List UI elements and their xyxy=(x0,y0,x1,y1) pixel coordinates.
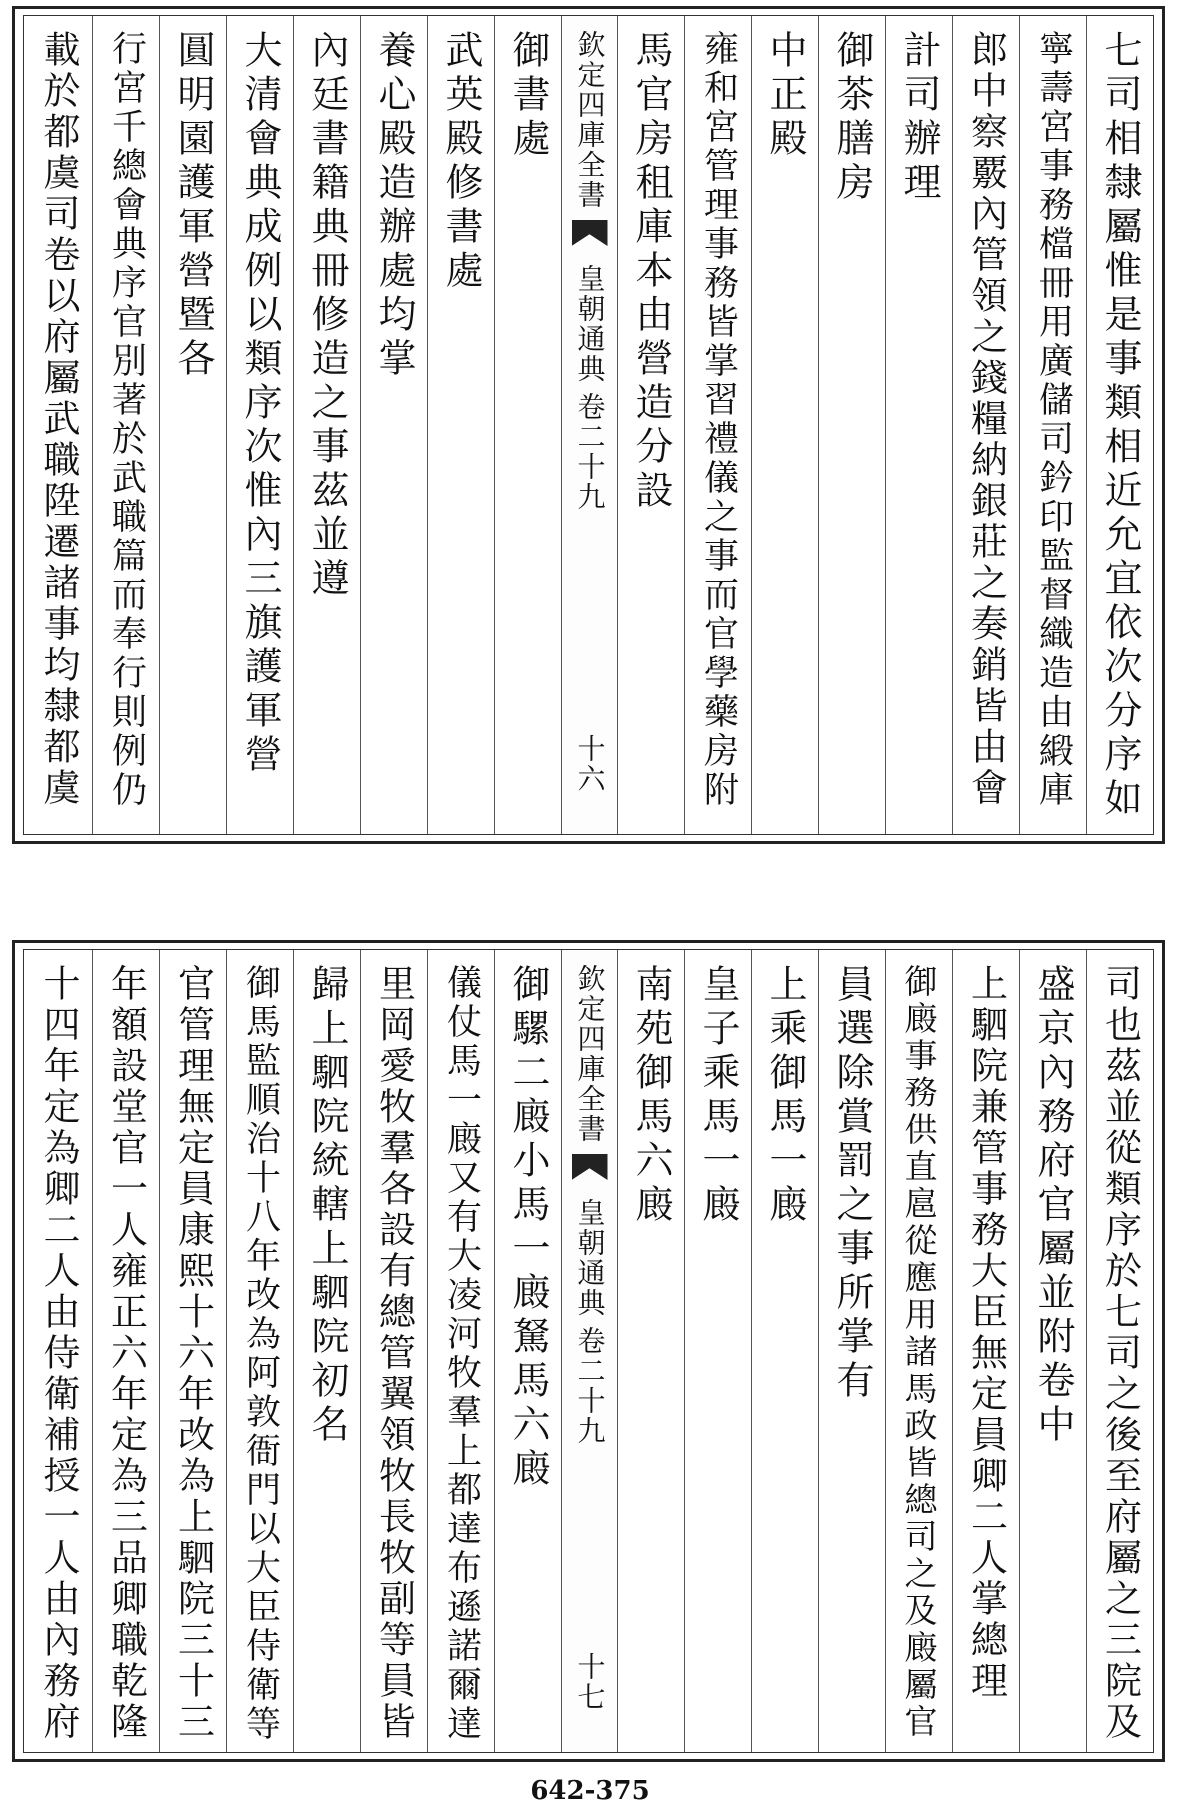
column-text: 寧壽宮事務檔冊用廣儲司鈐印監督織造由緞庫 xyxy=(1033,30,1074,810)
column-text: 御茶膳房 xyxy=(830,30,874,206)
spine-title: 欽定四庫全書 xyxy=(573,964,607,1144)
page-top xyxy=(12,6,1165,844)
column-text: 內廷書籍典冊修造之事茲並遵 xyxy=(305,30,349,602)
bottom-text-column xyxy=(818,950,885,1752)
top-text-column xyxy=(360,16,427,834)
column-text: 行宮千總會典序官別著於武職篇而奉行則例仍 xyxy=(106,30,147,810)
bottom-text-column xyxy=(92,950,159,1752)
bottom-text-column xyxy=(159,950,226,1752)
column-text: 十四年定為卿二人由侍衛補授一人由內務府 xyxy=(37,964,80,1743)
column-text: 大清會典成例以類序次惟內三旗護軍營 xyxy=(238,30,282,778)
bottom-text-column xyxy=(427,950,494,1752)
column-text: 七司相隸屬惟是事類相近允宜依次分序如 xyxy=(1098,30,1142,822)
bottom-text-column xyxy=(751,950,818,1752)
top-text-column xyxy=(684,16,751,834)
column-text: 御騾二廄小馬一廄駑馬六廄 xyxy=(506,964,550,1492)
top-text-column xyxy=(1086,16,1153,834)
column-text: 員選除賞罰之事所掌有 xyxy=(830,964,874,1404)
spine-subtitle: 皇朝通典 xyxy=(573,264,607,384)
spine-page-number: 十七 xyxy=(573,1652,607,1712)
column-text: 載於都虞司卷以府屬武職陞遷諸事均隸都虞 xyxy=(37,30,80,809)
fishtail-mark-icon xyxy=(572,1154,608,1180)
top-text-column xyxy=(92,16,159,834)
bottom-text-column xyxy=(293,950,360,1752)
bottom-text-column xyxy=(226,950,293,1752)
text-columns-bottom xyxy=(23,949,1154,1753)
bottom-text-column xyxy=(360,950,427,1752)
column-text: 里岡愛牧羣各設有總管翼領牧長牧副等員皆 xyxy=(372,964,416,1743)
top-text-column xyxy=(25,16,92,834)
top-text-column xyxy=(818,16,885,834)
column-text: 御廄事務供直扈從應用諸馬政皆總司之及廄屬官 xyxy=(899,964,939,1741)
top-text-column xyxy=(427,16,494,834)
top-text-column xyxy=(226,16,293,834)
spine-volume: 卷二十九 xyxy=(573,1326,607,1446)
column-text: 馬官房租庫本由營造分設 xyxy=(629,30,673,514)
bottom-spine-column xyxy=(561,950,617,1752)
spine-title: 欽定四庫全書 xyxy=(573,30,607,210)
top-text-column xyxy=(159,16,226,834)
column-text: 養心殿造辦處均掌 xyxy=(372,30,416,382)
page-reference-number: 642-375 xyxy=(530,1776,650,1806)
bottom-text-column xyxy=(25,950,92,1752)
column-text: 司也茲並從類序於七司之後至府屬之三院及 xyxy=(1098,964,1142,1743)
column-text: 年額設堂官一人雍正六年定為三品卿職乾隆 xyxy=(104,964,148,1743)
column-text: 御書處 xyxy=(506,30,550,162)
top-text-column xyxy=(885,16,952,834)
column-text: 盛京內務府官屬並附卷中 xyxy=(1031,964,1075,1448)
column-text: 上乘御馬一廄 xyxy=(763,964,807,1228)
bottom-text-column xyxy=(1019,950,1086,1752)
column-text: 武英殿修書處 xyxy=(439,30,483,294)
bottom-text-column xyxy=(1086,950,1153,1752)
column-text: 官管理無定員康熙十六年改為上駟院三十三 xyxy=(171,964,215,1743)
column-text: 南苑御馬六廄 xyxy=(629,964,673,1228)
bottom-text-column xyxy=(617,950,684,1752)
top-text-column xyxy=(293,16,360,834)
top-spine-column xyxy=(561,16,617,834)
page-bottom xyxy=(12,940,1165,1762)
column-text: 御馬監順治十八年改為阿敦衙門以大臣侍衛等 xyxy=(240,964,281,1744)
bottom-text-column xyxy=(684,950,751,1752)
column-text: 計司辦理 xyxy=(897,30,941,206)
top-text-column xyxy=(1019,16,1086,834)
spine-page-number: 十六 xyxy=(573,734,607,794)
fishtail-mark-icon xyxy=(572,220,608,246)
column-text: 圓明園護軍營暨各 xyxy=(171,30,215,382)
column-text: 郎中察覈內管領之錢糧納銀莊之奏銷皆由會 xyxy=(964,30,1008,809)
bottom-text-column xyxy=(885,950,952,1752)
text-columns-top xyxy=(23,15,1154,835)
top-text-column xyxy=(617,16,684,834)
bottom-text-column xyxy=(952,950,1019,1752)
top-text-column xyxy=(952,16,1019,834)
top-text-column xyxy=(494,16,561,834)
column-text: 雍和宮管理事務皆掌習禮儀之事而官學藥房附 xyxy=(698,30,739,810)
bottom-text-column xyxy=(494,950,561,1752)
column-text: 中正殿 xyxy=(763,30,807,162)
column-text: 皇子乘馬一廄 xyxy=(696,964,740,1228)
column-text: 歸上駟院統轄上駟院初名 xyxy=(305,964,349,1448)
top-text-column xyxy=(751,16,818,834)
spine-subtitle: 皇朝通典 xyxy=(573,1198,607,1318)
column-text: 上駟院兼管事務大臣無定員卿二人掌總理 xyxy=(964,964,1008,1702)
spine-volume: 卷二十九 xyxy=(573,392,607,512)
column-text: 儀仗馬一廄又有大凌河牧羣上都達布遜諾爾達 xyxy=(441,964,482,1744)
